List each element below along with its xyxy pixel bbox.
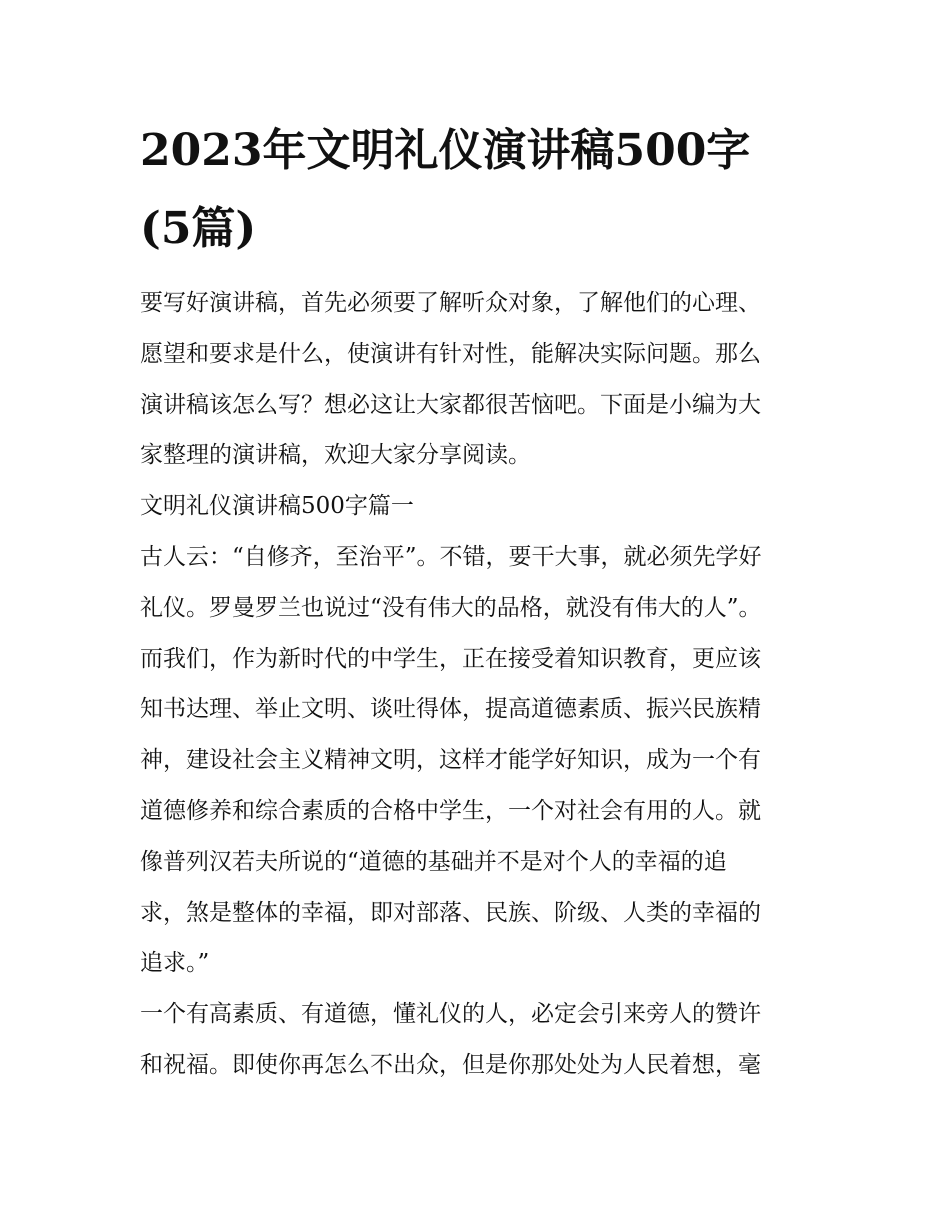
body-line-13: 求，煞是整体的幸福，即对部落、民族、阶级、人类的幸福的 <box>140 899 761 926</box>
body-line-8: 而我们，作为新时代的中学生，正在接受着知识教育，更应该 <box>140 645 761 672</box>
body-line-15: 一个有高素质、有道德，懂礼仪的人，必定会引来旁人的赞许 <box>140 1001 761 1028</box>
body-line-1: 要写好演讲稿，首先必须要了解听众对象，了解他们的心理、 <box>140 290 761 316</box>
title-line-2: (5篇) <box>140 203 257 254</box>
body-line-9: 知书达理、举止文明、谈吐得体，提高道德素质、振兴民族精 <box>140 696 761 723</box>
body-line-11: 道德修养和综合素质的合格中学生，一个对社会有用的人。就 <box>140 797 761 824</box>
section-heading: 文明礼仪演讲稿500字篇一 <box>140 493 414 520</box>
body-line-6: 古人云：“自修齐，至治平”。不错，要干大事，就必须先学好 <box>140 543 762 570</box>
document-title <box>140 112 820 268</box>
body-line-14: 追求。” <box>140 950 210 977</box>
body-line-2: 愿望和要求是什么，使演讲有针对性，能解决实际问题。那么 <box>140 340 761 367</box>
body-line-10: 神，建设社会主义精神文明，这样才能学好知识，成为一个有 <box>140 747 761 774</box>
body-line-16: 和祝福。即使你再怎么不出众，但是你那处处为人民着想，毫 <box>140 1051 761 1078</box>
body-line-3: 演讲稿该怎么写？想必这让大家都很苦恼吧。下面是小编为大 <box>140 391 761 418</box>
document-body <box>140 278 820 1091</box>
body-line-4: 家整理的演讲稿，欢迎大家分享阅读。 <box>140 442 531 469</box>
title-line-1: 2023年文明礼仪演讲稿500字 <box>140 125 751 176</box>
body-line-7: 礼仪。罗曼罗兰也说过“没有伟大的品格，就没有伟大的人”。 <box>140 594 762 621</box>
body-line-12: 像普列汉若夫所说的“道德的基础并不是对个人的幸福的追 <box>140 848 727 875</box>
